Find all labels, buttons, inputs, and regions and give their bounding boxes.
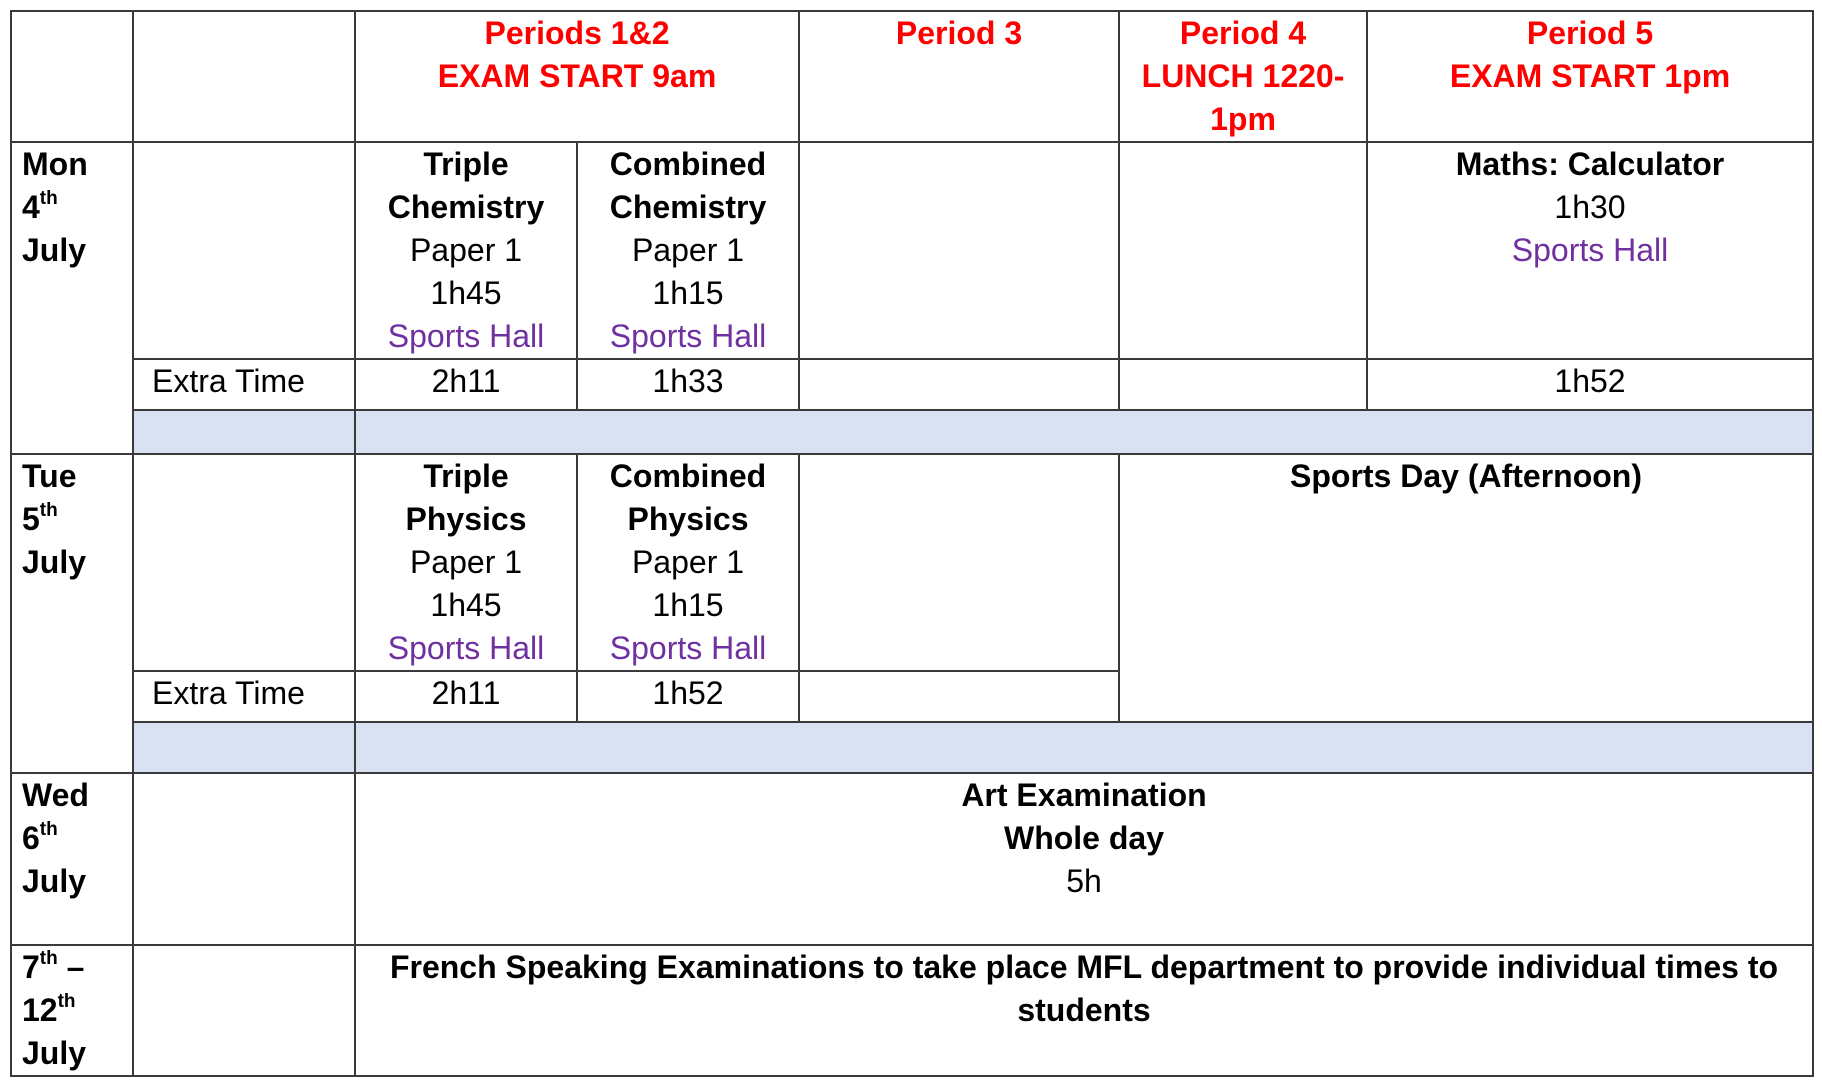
day-month: July [22,232,87,268]
day-suffix: th [39,948,58,970]
range-dash: – [57,949,85,985]
day-cell-range [11,945,133,1076]
exam-duration: 1h30 [1554,189,1626,225]
day-cell-wednesday [11,773,133,945]
exam-title: Triple [423,458,509,494]
exam-title: Physics [405,501,527,537]
header-period-5 [1367,11,1813,142]
label-cell [133,454,355,671]
day-month: July [22,544,87,580]
separator-band [355,722,1813,773]
label-cell [133,142,355,359]
exam-cell-combined-physics [577,454,799,671]
exam-location: Sports Hall [609,630,767,666]
sports-day-cell: Sports Day (Afternoon) [1119,454,1813,722]
day-name: Wed [22,777,89,813]
extra-time-label: Extra Time [133,359,355,410]
extra-time-maths-calculator: 1h52 [1367,359,1813,410]
header-text: EXAM START 9am [437,58,717,94]
header-periods-1-2 [355,11,799,142]
day-suffix: th [57,991,76,1013]
exam-location: Sports Hall [609,318,767,354]
extra-time-combined-physics: 1h52 [577,671,799,722]
exam-title: Maths: Calculator [1455,146,1725,182]
exam-title: Chemistry [609,189,767,225]
exam-duration: 1h15 [652,275,724,311]
exam-duration: 1h45 [430,587,502,623]
exam-title: Triple [423,146,509,182]
day-cell-tuesday [11,454,133,773]
notice-text: students [1017,992,1151,1028]
exam-cell-maths-calculator [1367,142,1813,359]
empty-cell-period-4 [1119,359,1367,410]
exam-title: Chemistry [387,189,545,225]
exam-cell-triple-chemistry [355,142,577,359]
header-text: Period 3 [895,15,1023,51]
header-corner-cell [11,11,133,142]
extra-time-combined-chemistry: 1h33 [577,359,799,410]
exam-location: Sports Hall [1511,232,1669,268]
notice-text: French Speaking Examinations to take place MFL department to provide individual times to [389,949,1779,985]
day-number: 6 [22,820,40,856]
exam-subtitle: Whole day [1003,820,1164,856]
day-name: Tue [22,458,77,494]
empty-cell-period-3 [799,454,1119,671]
exam-paper: Paper 1 [409,544,523,580]
day-number: 5 [22,501,40,537]
header-period-3 [799,11,1119,142]
exam-timetable [10,10,1814,1077]
day-number: 12 [22,992,58,1028]
day-suffix: th [39,500,58,522]
header-text: Period 5 [1526,15,1654,51]
extra-time-triple-physics: 2h11 [355,671,577,722]
empty-cell-period-4 [1119,142,1367,359]
header-text: EXAM START 1pm [1449,58,1731,94]
extra-time-triple-chemistry: 2h11 [355,359,577,410]
separator-band [133,722,355,773]
day-suffix: th [39,819,58,841]
exam-cell-combined-chemistry [577,142,799,359]
label-cell [133,945,355,1076]
empty-cell-period-3 [799,142,1119,359]
exam-title: Art Examination [961,777,1207,813]
exam-duration: 1h45 [430,275,502,311]
exam-location: Sports Hall [387,630,545,666]
empty-cell-period-3 [799,359,1119,410]
exam-duration: 5h [1066,863,1102,899]
header-text: LUNCH 1220- [1141,58,1345,94]
exam-title: Combined [609,458,767,494]
header-period-4 [1119,11,1367,142]
day-number: 7 [22,949,40,985]
exam-location: Sports Hall [387,318,545,354]
separator-band [133,410,355,454]
label-cell [133,773,355,945]
separator-band [355,410,1813,454]
exam-paper: Paper 1 [631,232,745,268]
exam-cell-triple-physics [355,454,577,671]
extra-time-label: Extra Time [133,671,355,722]
header-text: 1pm [1210,101,1276,137]
header-text: Periods 1&2 [484,15,670,51]
day-name: Mon [22,146,88,182]
day-month: July [22,1035,87,1071]
exam-title: Combined [609,146,767,182]
header-text: Period 4 [1179,15,1307,51]
header-blank-cell [133,11,355,142]
day-cell-monday [11,142,133,454]
exam-duration: 1h15 [652,587,724,623]
exam-paper: Paper 1 [409,232,523,268]
day-month: July [22,863,87,899]
exam-title: Physics [627,501,749,537]
empty-cell-period-3 [799,671,1119,722]
french-speaking-cell [355,945,1813,1076]
exam-paper: Paper 1 [631,544,745,580]
art-exam-cell [355,773,1813,945]
day-number: 4 [22,189,40,225]
day-suffix: th [39,188,58,210]
